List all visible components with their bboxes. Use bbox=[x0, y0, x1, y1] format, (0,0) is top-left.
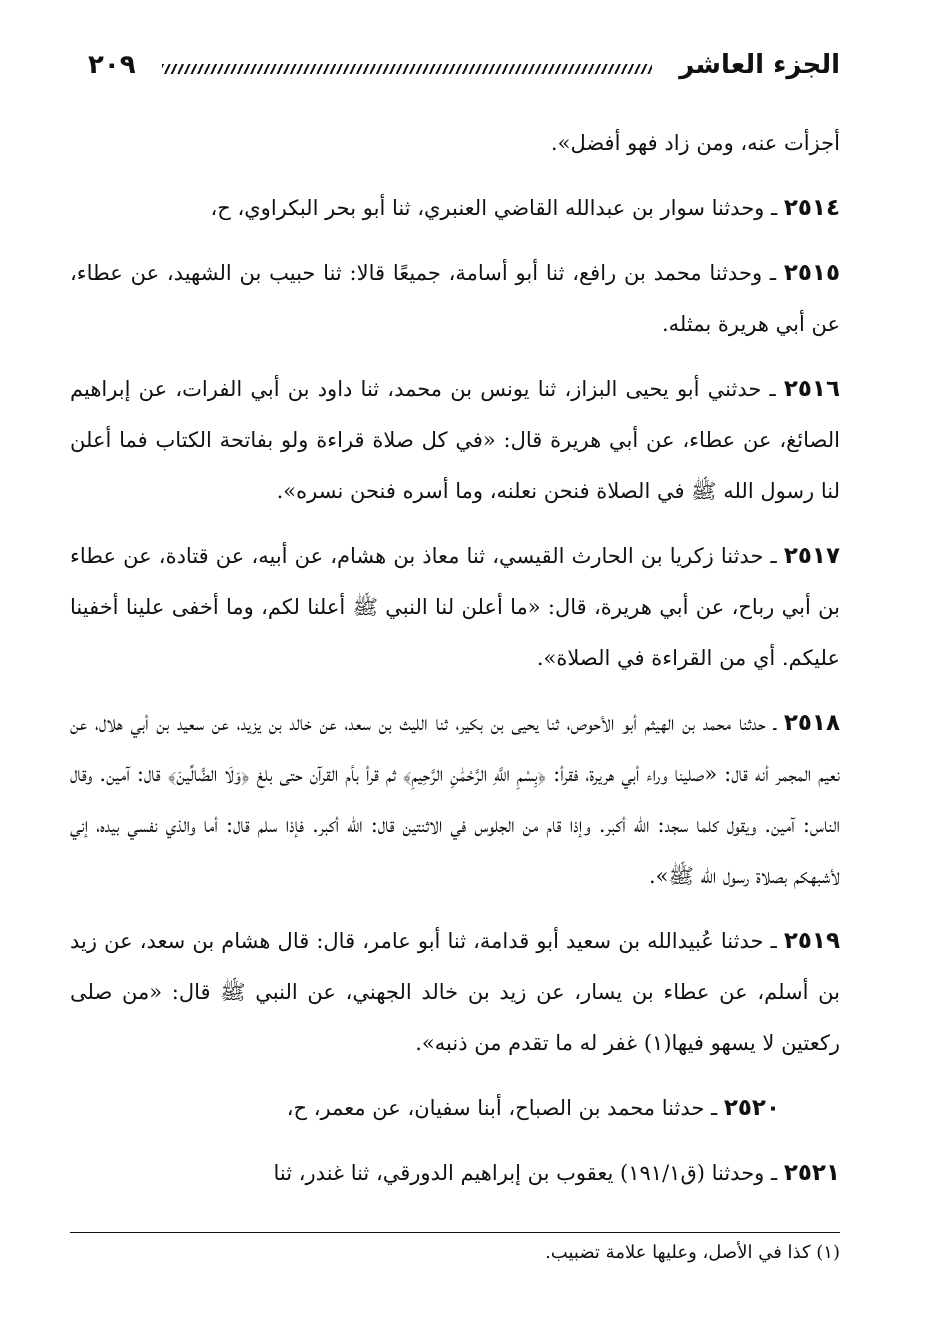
paragraph bbox=[70, 1148, 840, 1199]
paragraph-text: ـ حدثنا محمد بن الصباح، أبنا سفيان، عن معمر، ح، bbox=[286, 1096, 718, 1120]
paragraph bbox=[70, 118, 840, 169]
hadith-number: ٢٥١٥ bbox=[783, 260, 840, 286]
page-header bbox=[70, 48, 840, 88]
running-title: الجزء العاشر bbox=[679, 50, 840, 80]
paragraph bbox=[70, 916, 840, 1069]
paragraph bbox=[70, 1083, 840, 1134]
paragraph bbox=[70, 531, 840, 684]
hadith-number: ٢٥٢١ bbox=[783, 1160, 840, 1186]
page-number: ٢٠٩ bbox=[88, 50, 136, 80]
paragraph-text: أجزأت عنه، ومن زاد فهو أفضل». bbox=[550, 131, 840, 155]
hadith-number: ٢٥١٨ bbox=[783, 710, 840, 736]
paragraph bbox=[70, 183, 840, 234]
footnote-divider bbox=[70, 1232, 840, 1233]
header-rule bbox=[162, 64, 652, 74]
paragraph-text: ـ وحدثنا (ق١٩١/١) يعقوب بن إبراهيم الدورقي، ثنا غندر، ثنا bbox=[273, 1161, 778, 1185]
paragraph-text: ـ وحدثنا سوار بن عبدالله القاضي العنبري، ثنا أبو بحر البكراوي، ح، bbox=[210, 196, 778, 220]
paragraph-text: ـ حدثنا زكريا بن الحارث القيسي، ثنا معاذ بن هشام، عن أبيه، عن قتادة، عن عطاء بن أبي رباح، عن أبي هريرة، قال: «ما أعلن لنا النبي ﷺ أعلنا لكم، وما أخفى علينا أخفينا عليكم. أي من القراءة في الصلاة». bbox=[70, 544, 840, 670]
page-body bbox=[70, 118, 840, 1213]
footnote: (١) كذا في الأصل، وعليها علامة تضبيب. bbox=[545, 1242, 840, 1263]
paragraph-text: ـ حدثنا محمد بن الهيثم أبو الأحوص، ثنا يحيى بن بكير، ثنا الليث بن سعد، عن خالد بن يزيد، عن سعيد بن أبي هلال، عن نعيم المجمر أنه قال: «صلينا وراء أبي هريرة، فقرأ: ﴿بِسْمِ اللَّهِ الرَّحْمَٰنِ الرَّحِيمِ﴾ ثم قرأ بأم القرآن حتى بلغ ﴿وَلَا الضَّالِّينَ﴾ قال: آمين. وقال الناس: آمين. ويقول كلما سجد: الله أكبر. وإذا قام من الجلوس في الاثنتين قال: الله أكبر. فإذا سلم قال: أما والذي نفسي بيده، إني لأشبهكم بصلاة رسول الله ﷺ». bbox=[70, 711, 840, 888]
paragraph bbox=[70, 248, 840, 350]
hadith-number: ٢٥١٩ bbox=[783, 928, 840, 954]
hadith-number: ٢٥١٦ bbox=[783, 376, 840, 402]
paragraph bbox=[70, 364, 840, 517]
paragraph bbox=[70, 698, 840, 902]
paragraph-text: ـ وحدثنا محمد بن رافع، ثنا أبو أسامة، جميعًا قالا: ثنا حبيب بن الشهيد، عن عطاء، عن أبي هريرة بمثله. bbox=[70, 261, 840, 336]
paragraph-text: ـ حدثنا عُبيدالله بن سعيد أبو قدامة، ثنا أبو عامر، قال: قال هشام بن سعد، عن زيد بن أسلم، عن عطاء بن يسار، عن زيد بن خالد الجهني، عن النبي ﷺ قال: «من صلى ركعتين لا يسهو فيها(١) غفر له ما تقدم من ذنبه». bbox=[70, 929, 840, 1055]
paragraph-text: ـ حدثني أبو يحيى البزاز، ثنا يونس بن محمد، ثنا داود بن أبي الفرات، عن إبراهيم الصائغ، عن عطاء، عن أبي هريرة قال: «في كل صلاة قراءة ولو بفاتحة الكتاب فما أعلن لنا رسول الله ﷺ في الصلاة فنحن نعلنه، وما أسره فنحن نسره». bbox=[70, 377, 840, 503]
hadith-number: ٢٥٢٠ bbox=[723, 1095, 780, 1121]
hadith-number: ٢٥١٤ bbox=[783, 195, 840, 221]
hadith-number: ٢٥١٧ bbox=[783, 543, 840, 569]
